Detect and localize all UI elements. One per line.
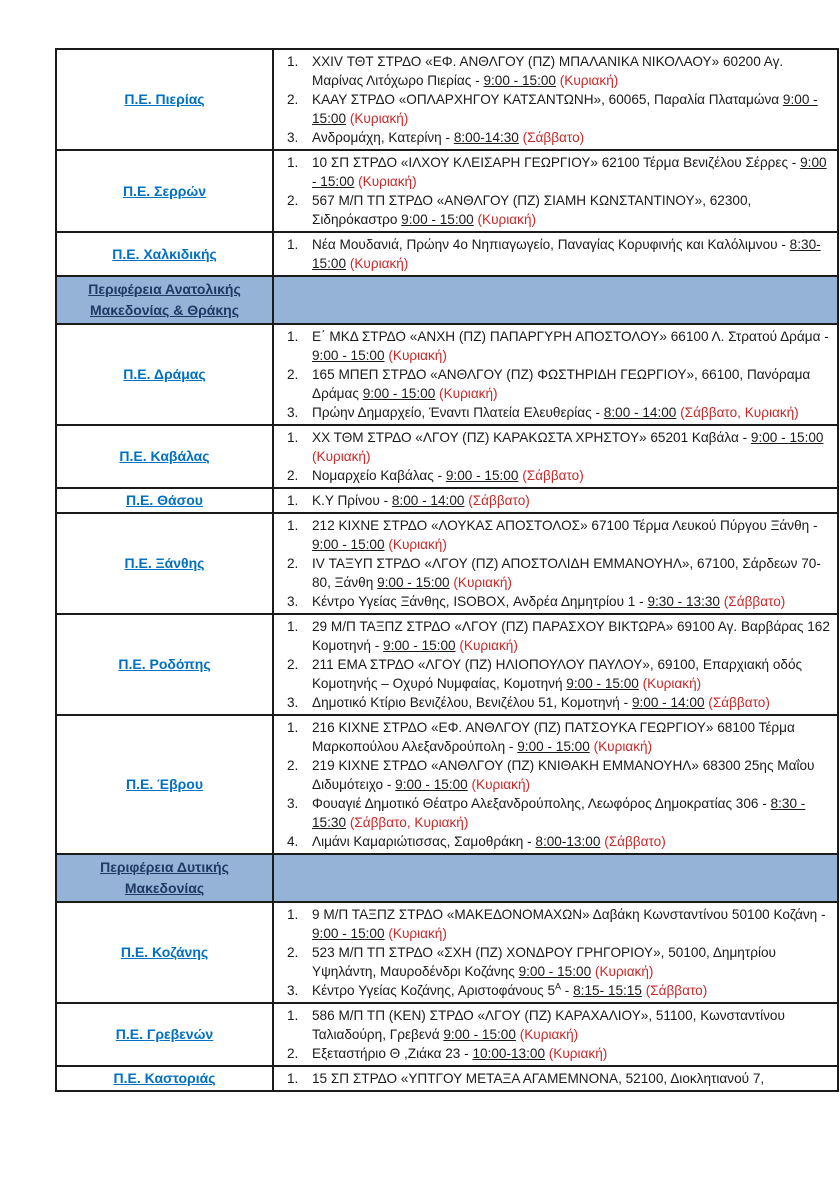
location-item (274, 403, 833, 422)
day-label-text: (Κυριακή) (594, 964, 654, 979)
section-header-label: Περιφέρεια Δυτικής Μακεδονίας (100, 859, 229, 896)
region-link[interactable]: Π.Ε. Καστοριάς (113, 1070, 216, 1086)
item-text (312, 718, 833, 756)
location-item (274, 516, 833, 554)
locations-cell (273, 715, 838, 854)
region-cell (56, 150, 273, 232)
table-row (56, 425, 838, 488)
location-list (274, 52, 833, 147)
location-item (274, 191, 833, 229)
locations-cell (273, 513, 838, 614)
region-cell (56, 425, 273, 488)
region-link[interactable]: Π.Ε. Πιερίας (124, 91, 205, 107)
item-number: 1. (287, 907, 299, 922)
time-range-text: 8:00-14:30 (453, 130, 519, 145)
region-link[interactable]: Π.Ε. Γρεβενών (115, 1026, 214, 1042)
item-text (312, 327, 833, 365)
item-number: 2. (287, 556, 299, 571)
day-label-text: (Σάββατο) (522, 468, 584, 483)
table-row (56, 614, 838, 715)
location-text: 212 ΚΙΧΝΕ ΣΤΡΔΟ «ΛΟΥΚΑΣ ΑΠΟΣΤΟΛΟΣ» 67100 Τέρμα Λευκού Πύργου Ξάνθη - (312, 518, 818, 533)
item-text (312, 365, 833, 403)
day-label-text: (Κυριακή) (453, 575, 512, 590)
time-range-text: 9:00 - 15:00 (395, 777, 468, 792)
location-list (274, 235, 833, 273)
location-text: ΚΑΑΥ ΣΤΡΔΟ «ΟΠΛΑΡΧΗΓΟΥ ΚΑΤΣΑΝΤΩΝΗ», 60065, Παραλία Πλαταμώνα (312, 92, 783, 107)
location-list (274, 718, 833, 851)
item-number: 1. (287, 493, 299, 508)
item-number: 1. (287, 155, 299, 170)
item-number: 4. (287, 834, 299, 849)
section-label-cell (56, 854, 273, 902)
locations-cell (273, 324, 838, 425)
location-item (274, 1069, 833, 1088)
time-range-text: 9:00 - 15:00 (377, 575, 450, 590)
location-item (274, 327, 833, 365)
locations-cell (273, 150, 838, 232)
day-label-text: (Κυριακή) (388, 926, 447, 941)
location-item (274, 128, 833, 147)
item-text (312, 981, 833, 1000)
location-text: ΧΧ ΤΘΜ ΣΤΡΔΟ «ΛΓΟΥ (ΠΖ) ΚΑΡΑΚΩΣΤΑ ΧΡΗΣΤΟΥ» 65201 Καβάλα - (312, 430, 751, 445)
time-range-text: 8:15- 15:15 (573, 983, 642, 998)
item-text (312, 428, 833, 466)
section-header-label: Περιφέρεια Ανατολικής Μακεδονίας & Θράκης (88, 281, 241, 318)
item-text (312, 403, 833, 422)
location-text: 523 Μ/Π ΤΠ ΣΤΡΔΟ «ΣΧΗ (ΠΖ) ΧΟΝΔΡΟΥ ΓΡΗΓΟΡΙΟΥ», 50100, Δημητρίου Υψηλάντη, Μαυροδένδρι Κοζάνης (312, 945, 776, 979)
item-text (312, 794, 833, 832)
item-number: 3. (287, 983, 299, 998)
item-text (312, 832, 833, 851)
region-link[interactable]: Π.Ε. Σερρών (122, 182, 207, 199)
table-body (56, 49, 838, 1091)
item-number: 1. (287, 619, 299, 634)
item-text (312, 1069, 833, 1088)
region-cell (56, 1066, 273, 1091)
time-range-text: 8:30 - 15:30 (312, 796, 806, 830)
region-cell (56, 1003, 273, 1066)
item-text (312, 756, 833, 794)
table-row (56, 150, 838, 232)
region-link[interactable]: Π.Ε. Καβάλας (119, 448, 210, 464)
item-number: 1. (287, 720, 299, 735)
item-text (312, 655, 833, 693)
location-text: Νέα Μουδανιά, Πρώην 4ο Νηπιαγωγείο, Παναγίας Κορυφινής και Καλόλιμνου - (312, 237, 790, 252)
section-empty-cell (273, 854, 838, 902)
item-text (312, 1006, 833, 1044)
location-text: Κέντρο Υγείας Κοζάνης, Αριστοφάνους 5 (312, 983, 556, 998)
location-list (274, 1069, 833, 1088)
item-number: 1. (287, 1071, 299, 1086)
table-row (56, 49, 838, 150)
location-list (274, 516, 833, 611)
location-item (274, 554, 833, 592)
time-range-text: 9:00 - 15:00 (383, 638, 456, 653)
location-item (274, 905, 833, 943)
locations-cell (273, 425, 838, 488)
item-text (312, 693, 833, 712)
region-cell (56, 513, 273, 614)
table-row (56, 715, 838, 854)
item-text (312, 90, 833, 128)
day-label-text: (Σάββατο) (645, 983, 708, 998)
item-text (312, 52, 833, 90)
day-label-text: (Κυριακή) (349, 256, 409, 271)
location-item (274, 491, 833, 510)
region-cell (56, 324, 273, 425)
locations-cell (273, 1066, 838, 1091)
time-range-text: 9:00 - 15:00 (483, 73, 556, 88)
time-range-text: 10:00-13:00 (472, 1046, 545, 1061)
item-number: 2. (287, 758, 299, 773)
item-text (312, 905, 833, 943)
time-range-text: 9:00 - 15:00 (517, 739, 590, 754)
day-label-text: (Κυριακή) (388, 348, 447, 363)
location-item (274, 428, 833, 466)
day-label-text: (Κυριακή) (459, 638, 518, 653)
time-range-text: 9:00 - 15:00 (362, 386, 436, 401)
location-item (274, 655, 833, 693)
item-number: 3. (287, 405, 299, 420)
location-list (274, 905, 833, 1000)
day-label-text: (Κυριακή) (349, 111, 409, 126)
location-text: 216 ΚΙΧΝΕ ΣΤΡΔΟ «ΕΦ. ΑΝΘΛΓΟΥ (ΠΖ) ΠΑΤΣΟΥΚΑ ΓΕΩΡΓΙΟΥ» 68100 Τέρμα Μαρκοπούλου Αλεξανδρούπολη - (312, 720, 795, 754)
item-text (312, 466, 833, 485)
region-cell (56, 614, 273, 715)
table-row (56, 513, 838, 614)
section-label-cell (56, 276, 273, 324)
day-label-text: (Κυριακή) (439, 386, 498, 401)
location-list (274, 327, 833, 422)
region-link[interactable]: Π.Ε. Έβρου (126, 776, 203, 792)
location-list (274, 428, 833, 485)
day-label-text: (Κυριακή) (642, 676, 702, 691)
region-link[interactable]: Π.Ε. Δράμας (123, 366, 206, 382)
location-text: Κ.Υ Πρίνου - (312, 493, 392, 508)
location-text: Πρώην Δημαρχείο, Έναντι Πλατεία Ελευθερίας - (312, 405, 604, 420)
location-item (274, 153, 833, 191)
locations-cell (273, 488, 838, 513)
location-text: 9 Μ/Π ΤΑΞΠΖ ΣΤΡΔΟ «ΜΑΚΕΔΟΝΟΜΑΧΩΝ» Δαβάκη Κωνσταντίνου 50100 Κοζάνη - (312, 907, 826, 922)
item-number: 2. (287, 193, 299, 208)
day-label-text: (Κυριακή) (593, 739, 653, 754)
day-label-text: (Κυριακή) (519, 1027, 579, 1042)
time-range-text: 8:00 - 14:00 (391, 493, 465, 508)
region-cell (56, 715, 273, 854)
item-number: 1. (287, 518, 299, 533)
day-label-text: (Κυριακή) (559, 73, 619, 88)
location-item (274, 365, 833, 403)
region-cell (56, 49, 273, 150)
day-label-text: (Σάββατο) (723, 594, 786, 609)
time-range-text: 9:00 - 15:00 (312, 348, 385, 363)
item-text (312, 491, 833, 510)
locations-cell (273, 232, 838, 276)
item-number: 3. (287, 796, 299, 811)
table-row (56, 232, 838, 276)
section-header-row (56, 276, 838, 324)
location-text: Δημοτικό Κτίριο Βενιζέλου, Βενιζέλου 51, Κομοτηνή - (312, 695, 632, 710)
location-text: Ε΄ ΜΚΔ ΣΤΡΔΟ «ΑΝΧΗ (ΠΖ) ΠΑΠΑΡΓΥΡΗ ΑΠΟΣΤΟΛΟΥ» 66100 Λ. Στρατού Δράμα - (312, 329, 829, 344)
item-text (312, 592, 833, 611)
item-number: 3. (287, 594, 299, 609)
item-number: 1. (287, 1008, 299, 1023)
item-number: 2. (287, 657, 299, 672)
location-item (274, 617, 833, 655)
table-row (56, 1066, 838, 1091)
day-label-text: (Σάββατο) (708, 695, 770, 710)
region-link[interactable]: Π.Ε. Χαλκιδικής (112, 245, 217, 262)
item-number: 2. (287, 945, 299, 960)
time-range-text: 9:00 - 15:00 (445, 468, 519, 483)
day-label-text: (Σάββατο, Κυριακή) (680, 405, 799, 420)
location-item (274, 981, 833, 1000)
location-text: Νομαρχείο Καβάλας - (312, 468, 446, 483)
location-text: - (561, 983, 574, 998)
item-text (312, 554, 833, 592)
item-number: 2. (287, 468, 299, 483)
superscript-text: Α (555, 981, 562, 992)
table-row (56, 324, 838, 425)
table-row (56, 488, 838, 513)
location-text: Εξεταστήριο Θ ,Ζιάκα 23 - (312, 1046, 473, 1061)
region-link[interactable]: Π.Ε. Θάσου (126, 492, 203, 508)
item-text (312, 128, 833, 147)
item-number: 1. (287, 430, 299, 445)
location-item (274, 718, 833, 756)
location-list (274, 617, 833, 712)
location-text: Φουαγιέ Δημοτικό Θέατρο Αλεξανδρούπολης, Λεωφόρος Δημοκρατίας 306 - (312, 796, 771, 811)
location-text: 10 ΣΠ ΣΤΡΔΟ «ΙΛΧΟΥ ΚΛΕΙΣΑΡΗ ΓΕΩΡΓΙΟΥ» 62100 Τέρμα Βενιζέλου Σέρρες - (312, 155, 801, 170)
day-label-text: (Κυριακή) (471, 777, 531, 792)
time-range-text: 9:00 - 15:00 (312, 92, 818, 126)
time-range-text: 9:00 - 15:00 (750, 430, 824, 445)
time-range-text: 8:00-13:00 (535, 834, 601, 849)
time-range-text: 9:00 - 14:00 (631, 695, 705, 710)
location-text: 586 Μ/Π ΤΠ (ΚΕΝ) ΣΤΡΔΟ «ΛΓΟΥ (ΠΖ) ΚΑΡΑΧΑΛΙΟΥ», 51100, Κωνσταντίνου Ταλιαδούρη, Γρεβενά (312, 1008, 785, 1042)
item-number: 1. (287, 54, 299, 69)
location-list (274, 153, 833, 229)
time-range-text: 9:00 - 15:00 (566, 676, 639, 691)
time-range-text: 9:00 - 15:00 (312, 155, 827, 189)
item-text (312, 516, 833, 554)
location-item (274, 1044, 833, 1063)
vaccination-locations-table (55, 48, 839, 1092)
location-text: 219 ΚΙΧΝΕ ΣΤΡΔΟ «ΑΝΘΛΓΟΥ (ΠΖ) ΚΝΙΘΑΚΗ ΕΜΜΑΝΟΥΗΛ» 68300 25ης Μαΐου Διδυμότειχο - (312, 758, 815, 792)
day-label-text: (Κυριακή) (388, 537, 447, 552)
location-item (274, 235, 833, 273)
location-item (274, 1006, 833, 1044)
location-text: 165 ΜΠΕΠ ΣΤΡΔΟ «ΑΝΘΛΓΟΥ (ΠΖ) ΦΩΣΤΗΡΙΔΗ ΓΕΩΡΓΙΟΥ», 66100, Πανόραμα Δράμας (312, 367, 811, 401)
item-text (312, 153, 833, 191)
location-item (274, 52, 833, 90)
locations-cell (273, 902, 838, 1003)
day-label-text: (Κυριακή) (312, 449, 371, 464)
day-label-text: (Κυριακή) (477, 212, 537, 227)
day-label-text: (Σάββατο) (522, 130, 585, 145)
location-item (274, 693, 833, 712)
item-number: 2. (287, 92, 299, 107)
location-text: Κέντρο Υγείας Ξάνθης, ISOBOX, Ανδρέα Δημητρίου 1 - (312, 594, 648, 609)
time-range-text: 9:00 - 15:00 (518, 964, 592, 979)
locations-cell (273, 614, 838, 715)
day-label-text: (Σάββατο, Κυριακή) (349, 815, 469, 830)
location-text: XXIV ΤΘΤ ΣΤΡΔΟ «ΕΦ. ΑΝΘΛΓΟΥ (ΠΖ) ΜΠΑΛΑΝΙΚΑ ΝΙΚΟΛΑΟΥ» 60200 Αγ. Μαρίνας Λιτόχωρο Πιερίας - (312, 54, 784, 88)
location-text: 567 Μ/Π ΤΠ ΣΤΡΔΟ «ΑΝΘΛΓΟΥ (ΠΖ) ΣΙΑΜΗ ΚΩΝΣΤΑΝΤΙΝΟΥ», 62300, Σιδηρόκαστρο (312, 193, 752, 227)
item-number: 1. (287, 237, 299, 252)
item-text (312, 1044, 833, 1063)
day-label-text: (Σάββατο) (604, 834, 666, 849)
time-range-text: 9:00 - 15:00 (312, 537, 385, 552)
location-item (274, 466, 833, 485)
location-text: 29 Μ/Π ΤΑΞΠΖ ΣΤΡΔΟ «ΛΓΟΥ (ΠΖ) ΠΑΡΑΣΧΟΥ ΒΙΚΤΩΡΑ» 69100 Αγ. Βαρβάρας 162 Κομοτηνή - (312, 619, 830, 653)
time-range-text: 9:00 - 15:00 (312, 926, 385, 941)
region-cell (56, 902, 273, 1003)
item-number: 3. (287, 130, 299, 145)
time-range-text: 9:30 - 13:30 (647, 594, 720, 609)
locations-cell (273, 49, 838, 150)
section-empty-cell (273, 276, 838, 324)
item-text (312, 617, 833, 655)
table-row (56, 1003, 838, 1066)
day-label-text: (Σάββατο) (468, 493, 530, 508)
location-text: 211 ΕΜΑ ΣΤΡΔΟ «ΛΓΟΥ (ΠΖ) ΗΛΙΟΠΟΥΛΟΥ ΠΑΥΛΟΥ», 69100, Επαρχιακή οδός Κομοτηνής – Οχυρό Νυμφαίας, Κομοτηνή (312, 657, 803, 691)
location-item (274, 794, 833, 832)
location-text: Λιμάνι Καμαριώτισσας, Σαμοθράκη - (312, 834, 536, 849)
region-cell (56, 232, 273, 276)
location-item (274, 832, 833, 851)
location-item (274, 90, 833, 128)
location-text: Ανδρομάχη, Κατερίνη - (312, 130, 454, 145)
region-cell (56, 488, 273, 513)
section-header-row (56, 854, 838, 902)
table-row (56, 902, 838, 1003)
day-label-text: (Κυριακή) (548, 1046, 608, 1061)
time-range-text: 8:00 - 14:00 (603, 405, 677, 420)
time-range-text: 9:00 - 15:00 (401, 212, 474, 227)
location-item (274, 756, 833, 794)
item-text (312, 943, 833, 981)
locations-cell (273, 1003, 838, 1066)
item-text (312, 235, 833, 273)
location-text: 15 ΣΠ ΣΤΡΔΟ «ΥΠΤΓΟΥ ΜΕΤΑΞΑ ΑΓΑΜΕΜΝΟΝΑ, 52100, Διοκλητιανού 7, (312, 1071, 765, 1086)
location-item (274, 592, 833, 611)
day-label-text: (Κυριακή) (358, 174, 417, 189)
region-link[interactable]: Π.Ε. Ξάνθης (124, 555, 205, 571)
region-link[interactable]: Π.Ε. Ροδόπης (118, 656, 211, 672)
location-item (274, 943, 833, 981)
time-range-text: 9:00 - 15:00 (443, 1027, 516, 1042)
location-list (274, 491, 833, 510)
item-number: 2. (287, 1046, 299, 1061)
time-range-text: 8:30-15:00 (312, 237, 821, 271)
item-text (312, 191, 833, 229)
region-link[interactable]: Π.Ε. Κοζάνης (120, 944, 209, 960)
item-number: 2. (287, 367, 299, 382)
item-number: 1. (287, 329, 299, 344)
location-list (274, 1006, 833, 1063)
item-number: 3. (287, 695, 299, 710)
location-text: IV ΤΑΞΥΠ ΣΤΡΔΟ «ΛΓΟΥ (ΠΖ) ΑΠΟΣΤΟΛΙΔΗ ΕΜΜΑΝΟΥΗΛ», 67100, Σάρδεων 70-80, Ξάνθη (312, 556, 821, 590)
